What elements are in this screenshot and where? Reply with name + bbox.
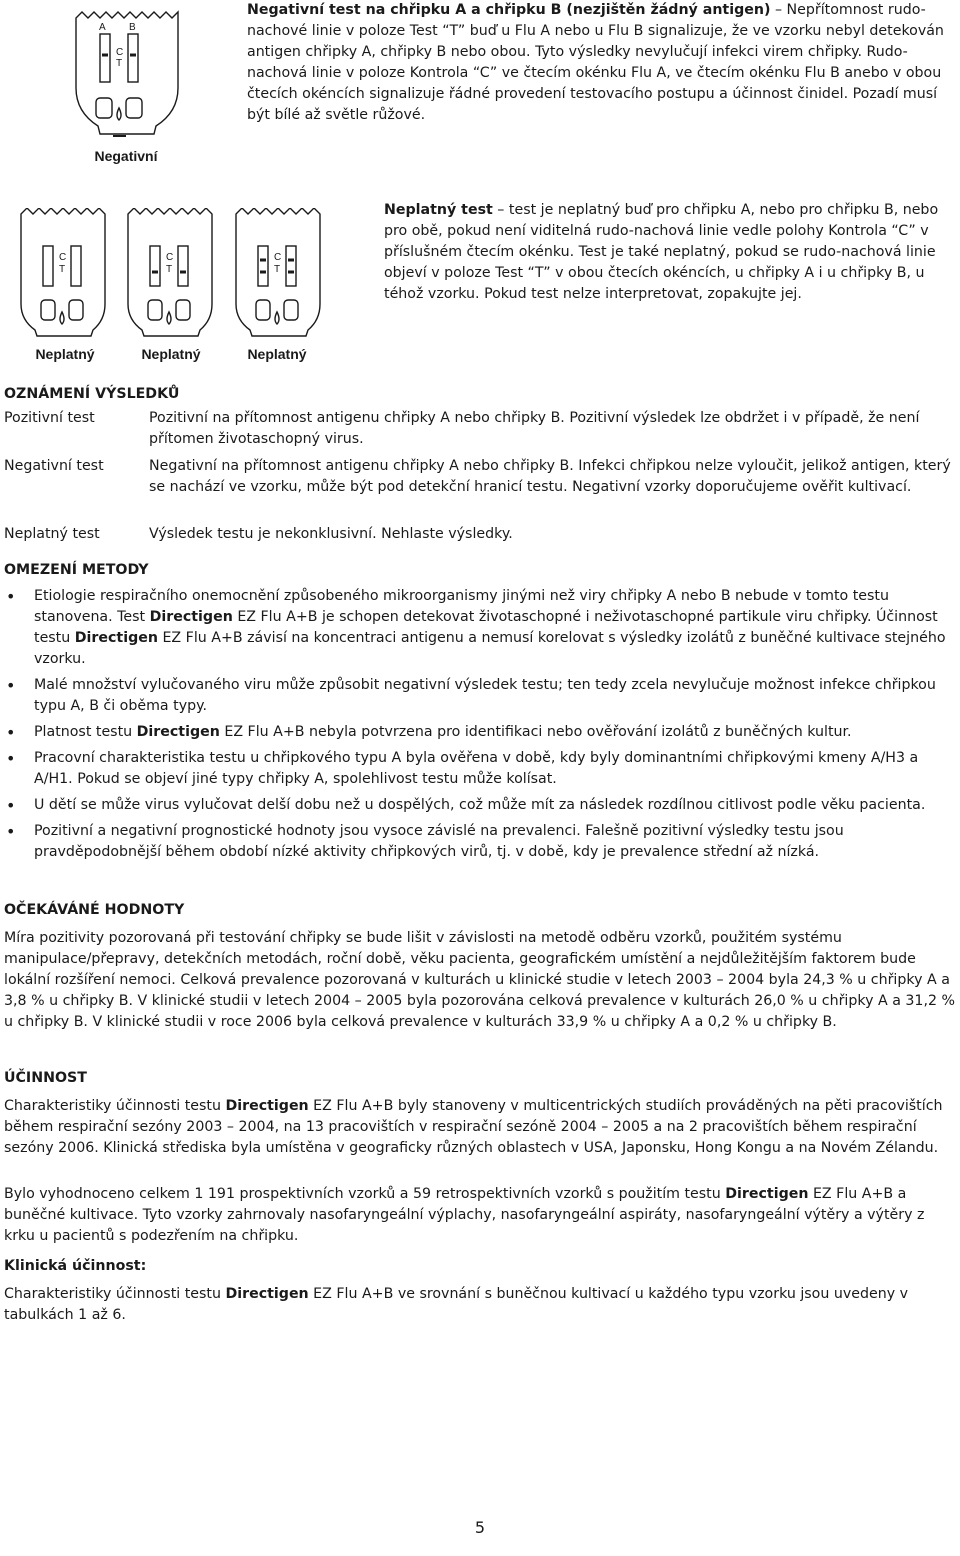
invalid-label-c: C (59, 252, 67, 263)
limitations-list (4, 586, 954, 868)
negative-device-figure (66, 8, 186, 138)
limitation-item (4, 748, 954, 790)
performance-heading: ÚČINNOST (4, 1070, 87, 1086)
invalid-device-figure-1 (19, 208, 109, 338)
limitation-text: Pracovní charakteristika testu u chřipkového typu A byla ověřena v době, kdy byly dominantními chřipkovými kmeny A/H3 a A/H1. Pokud se objeví jiné typy chřipky A, spolehlivost testu může kolísat. (34, 750, 919, 787)
invalid-window-b (286, 246, 296, 286)
invalid-device-figure-3 (234, 208, 324, 338)
brand-name: Directigen (225, 1098, 309, 1114)
invalid-well-right (176, 300, 190, 320)
performance-text: Bylo vyhodnoceno celkem 1 191 prospektivních vzorků a 59 retrospektivních vzorků s použitím testu (4, 1186, 726, 1202)
reporting-desc-invalid: Výsledek testu je nekonklusivní. Nehlaste výsledky. (149, 526, 513, 542)
page-number: 5 (474, 1518, 486, 1537)
invalid-label-t: T (274, 264, 281, 275)
limitation-item (4, 821, 954, 863)
invalid-test-paragraph (384, 200, 956, 305)
invalid-well-left (148, 300, 162, 320)
limitation-item (4, 675, 954, 717)
invalid-figure-caption-2: Neplatný (141, 346, 201, 362)
reporting-desc-negative: Negativní na přítomnost antigenu chřipky A nebo chřipky B. Infekci chřipkou nelze vyloučit, jelikož antigen, který se nachází ve vzorku, může být pod detekční hranicí testu. Negativní vzorky doporučujeme ověřit kultivací. (149, 458, 951, 495)
reporting-heading: OZNÁMENÍ VÝSLEDKŮ (4, 386, 180, 402)
negative-label-t: T (116, 58, 123, 69)
limitation-text: Etiologie respiračního onemocnění způsobeného mikroorganismy jinými než viry chřipky A nebo B nebude v tomto testu stanovena. Test (34, 588, 889, 625)
clinical-text: Charakteristiky účinnosti testu (4, 1286, 226, 1302)
invalid-window-a (43, 246, 53, 286)
negative-test-text: – Nepřítomnost rudo-nachové linie v poloze Test “T” buď u Flu A nebo u Flu B signalizuje, že ve vzorku nebyl detekován antigen chřipky A, chřipky B nebo obou. Tyto výsledky nevylučují infekci virem chřipky. Rudo-nachová linie v poloze Kontrola “C” ve čtecím okénku Flu A, ve čtecím okénku Flu B anebo v obou čtecích okéncích signalizuje řádné provedení testovacího postupu a účinnost činidel. Pozadí musí být bílé až světle růžové. (247, 2, 944, 123)
negative-figure-caption: Negativní (94, 148, 158, 164)
negative-test-heading: Negativní test na chřipku A a chřipku B (nezjištěn žádný antigen) (247, 2, 771, 18)
limitations-heading: OMEZENÍ METODY (4, 562, 149, 578)
invalid-well-left (256, 300, 270, 320)
expected-values-heading: OČEKÁVÁNÉ HODNOTY (4, 902, 185, 918)
brand-name: Directigen (136, 724, 220, 740)
limitation-text: Malé množství vylučovaného viru může způsobit negativní výsledek testu; ten tedy zcela nevylučuje možnost infekce chřipkou typu A, B či oběma typy. (34, 677, 936, 714)
performance-paragraph-1 (4, 1096, 959, 1159)
invalid-window-a (258, 246, 268, 286)
clinical-performance-heading: Klinická účinnost: (4, 1258, 147, 1274)
performance-text: Charakteristiky účinnosti testu (4, 1098, 226, 1114)
invalid-drop-icon (275, 312, 279, 324)
reporting-term-positive: Pozitivní test (4, 410, 95, 426)
limitation-text: Platnost testu (34, 724, 137, 740)
reporting-desc-positive: Pozitivní na přítomnost antigenu chřipky A nebo chřipky B. Pozitivní výsledek lze obdržet i v případě, že není přítomen životaschopný virus. (149, 410, 920, 447)
reporting-term-invalid: Neplatný test (4, 526, 100, 542)
negative-test-paragraph (247, 0, 959, 126)
invalid-drop-icon (167, 312, 171, 324)
limitation-item (4, 586, 954, 670)
performance-text: EZ Flu A+B a buněčné kultivace. Tyto vzorky zahrnovaly nasofaryngeální výplachy, nasofaryngeální aspiráty, nasofaryngeální výtěry a výtěry z krku u pacientů s podezřením na chřipku. (4, 1186, 925, 1244)
limitation-text: EZ Flu A+B závisí na koncentraci antigenu a nemusí korelovat s výsledky izolátů z buněčné kultivace stejného vzorku. (34, 630, 946, 667)
clinical-text: EZ Flu A+B ve srovnání s buněčnou kultivací u každého typu vzorku jsou uvedeny v tabulkách 1 až 6. (4, 1286, 909, 1323)
negative-window-b (128, 34, 138, 82)
brand-name: Directigen (149, 609, 233, 625)
negative-label-c: C (116, 47, 124, 58)
performance-paragraph-2 (4, 1184, 959, 1247)
brand-name: Directigen (725, 1186, 809, 1202)
brand-name: Directigen (74, 630, 158, 646)
invalid-figure-caption-1: Neplatný (35, 346, 95, 362)
limitation-item (4, 795, 954, 816)
limitation-text: EZ Flu A+B nebyla potvrzena pro identifikaci nebo ověřování izolátů z buněčných kultur. (219, 724, 852, 740)
invalid-device-figure-2 (126, 208, 216, 338)
negative-drop-icon (117, 108, 121, 120)
invalid-window-b (178, 246, 188, 286)
invalid-figure-caption-3: Neplatný (247, 346, 307, 362)
invalid-drop-icon (60, 312, 64, 324)
performance-text: EZ Flu A+B byly stanoveny v multicentrických studiích prováděných na pěti pracovištích během respirační sezóny 2003 – 2004, na 13 pracovištích v respirační sezóně 2004 – 2005 a na 2 pracovištích během respirační sezóny 2006. Klinická střediska byla umístěna v geograficky různých oblastech v USA, Japonsku, Hong Kongu a na Novém Zélandu. (4, 1098, 943, 1156)
negative-label-a: A (99, 22, 106, 33)
expected-values-text: Míra pozitivity pozorovaná při testování chřipky se bude lišit v závislosti na metodě odběru vzorků, použitém systému manipulace/přepravy, detekčních metodách, roční době, věku pacienta, geografickém umístění a nejdůležitějším faktorem bude lokální rozšíření nemoci. Celková prevalence pozorovaná v kulturách u klinické studie v letech 2003 – 2004 byla 24,3 % u chřipky A a 3,8 % u chřipky B. V klinické studii v letech 2004 – 2005 byla pozorována celková prevalence v kulturách 26,0 % u chřipky A a 31,2 % u chřipky B. V klinické studii v roce 2006 byla celková prevalence v kulturách 33,9 % u chřipky A a 0,2 % u chřipky B. (4, 930, 955, 1030)
limitation-text: U dětí se může virus vylučovat delší dobu než u dospělých, což může mít za následek rozdílnou citlivost podle věku pacienta. (34, 797, 926, 813)
invalid-test-heading: Neplatný test (384, 202, 493, 218)
invalid-window-a (150, 246, 160, 286)
invalid-well-left (41, 300, 55, 320)
invalid-test-text: – test je neplatný buď pro chřipku A, nebo pro chřipku B, nebo pro obě, pokud není viditelná rudo-nachová linie vedle polohy Kontrola “C” v příslušném čtecím okénku. Test je také neplatný, pokud se rudo-nachová linie objeví v poloze Test “T” v obou čtecích okéncích, u chřipky A i u chřipky B, u téhož vzorku. Pokud test nelze interpretovat, zopakujte jej. (384, 202, 939, 302)
negative-label-b: B (129, 22, 136, 33)
invalid-well-right (284, 300, 298, 320)
negative-well-right (126, 98, 142, 118)
invalid-label-c: C (274, 252, 282, 263)
invalid-well-right (69, 300, 83, 320)
limitation-text: Pozitivní a negativní prognostické hodnoty jsou vysoce závislé na prevalenci. Falešně pozitivní výsledky testu jsou pravděpodobnější během období nízké aktivity chřipkových virů, tj. v době, kdy je prevalence střední až nízká. (34, 823, 844, 860)
limitation-item (4, 722, 954, 743)
invalid-label-c: C (166, 252, 174, 263)
invalid-label-t: T (59, 264, 66, 275)
reporting-term-negative: Negativní test (4, 458, 104, 474)
invalid-label-t: T (166, 264, 173, 275)
negative-window-a (100, 34, 110, 82)
brand-name: Directigen (225, 1286, 309, 1302)
limitation-text: EZ Flu A+B je schopen detekovat životaschopné i neživotaschopné partikule viru chřipky. Účinnost testu (34, 609, 938, 646)
negative-well-left (96, 98, 112, 118)
invalid-window-b (71, 246, 81, 286)
clinical-performance-text (4, 1284, 959, 1326)
